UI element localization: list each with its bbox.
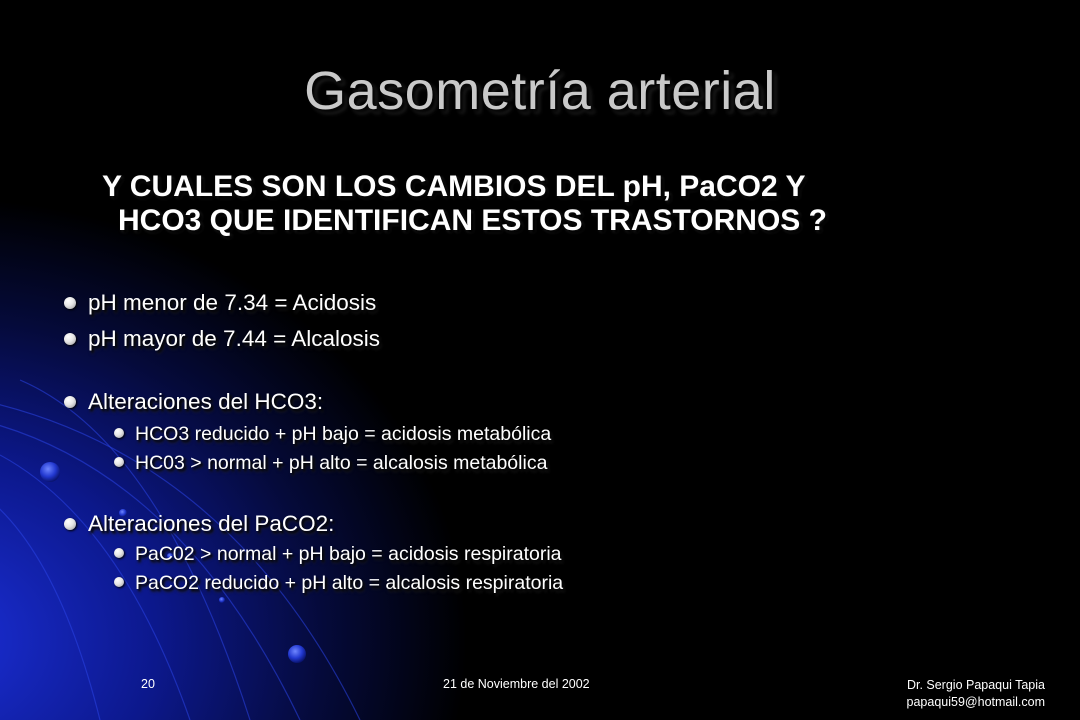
footer-author bbox=[907, 677, 1045, 711]
sub-bullet-hco3-low bbox=[114, 423, 551, 446]
bullet-icon bbox=[64, 518, 76, 530]
slide-title: Gasometría arterial bbox=[304, 61, 776, 121]
decorative-dot bbox=[219, 597, 225, 603]
bullet-text: HC03 > normal + pH alto = alcalosis metabólica bbox=[135, 452, 548, 474]
footer-date: 21 de Noviembre del 2002 bbox=[443, 677, 590, 691]
footer-author-email: papaqui59@hotmail.com bbox=[906, 695, 1045, 709]
footer-author-name: Dr. Sergio Papaqui Tapia bbox=[906, 678, 1045, 692]
bullet-paco2-header bbox=[64, 511, 334, 537]
subtitle-line-1: Y CUALES SON LOS CAMBIOS DEL pH, PaCO2 Y bbox=[102, 170, 806, 203]
sub-bullet-icon bbox=[114, 428, 124, 438]
bullet-icon bbox=[64, 297, 76, 309]
bullet-text: pH menor de 7.34 = Acidosis bbox=[88, 290, 377, 315]
sub-bullet-paco2-high bbox=[114, 543, 562, 566]
bullet-ph-high bbox=[64, 326, 380, 352]
sub-bullet-icon bbox=[114, 577, 124, 587]
decorative-dot bbox=[288, 645, 306, 663]
decorative-dot bbox=[40, 462, 60, 482]
bullet-text: Alteraciones del PaCO2: bbox=[88, 511, 335, 536]
footer-page-number: 20 bbox=[141, 677, 155, 691]
bullet-text: pH mayor de 7.44 = Alcalosis bbox=[88, 326, 381, 351]
sub-bullet-icon bbox=[114, 457, 124, 467]
bullet-icon bbox=[64, 396, 76, 408]
bullet-text: Alteraciones del HCO3: bbox=[88, 389, 324, 414]
slide-subtitle bbox=[102, 170, 998, 238]
bullet-hco3-header bbox=[64, 389, 323, 415]
sub-bullet-hco3-high bbox=[114, 452, 547, 475]
bullet-icon bbox=[64, 333, 76, 345]
bullet-ph-low bbox=[64, 290, 376, 316]
bullet-text: PaCO2 reducido + pH alto = alcalosis respiratoria bbox=[135, 572, 564, 594]
subtitle-line-2: HCO3 QUE IDENTIFICAN ESTOS TRASTORNOS ? bbox=[118, 204, 827, 237]
bullet-text: HCO3 reducido + pH bajo = acidosis metabólica bbox=[135, 423, 552, 445]
sub-bullet-icon bbox=[114, 548, 124, 558]
sub-bullet-paco2-low bbox=[114, 572, 563, 595]
bullet-text: PaC02 > normal + pH bajo = acidosis respiratoria bbox=[135, 543, 562, 565]
